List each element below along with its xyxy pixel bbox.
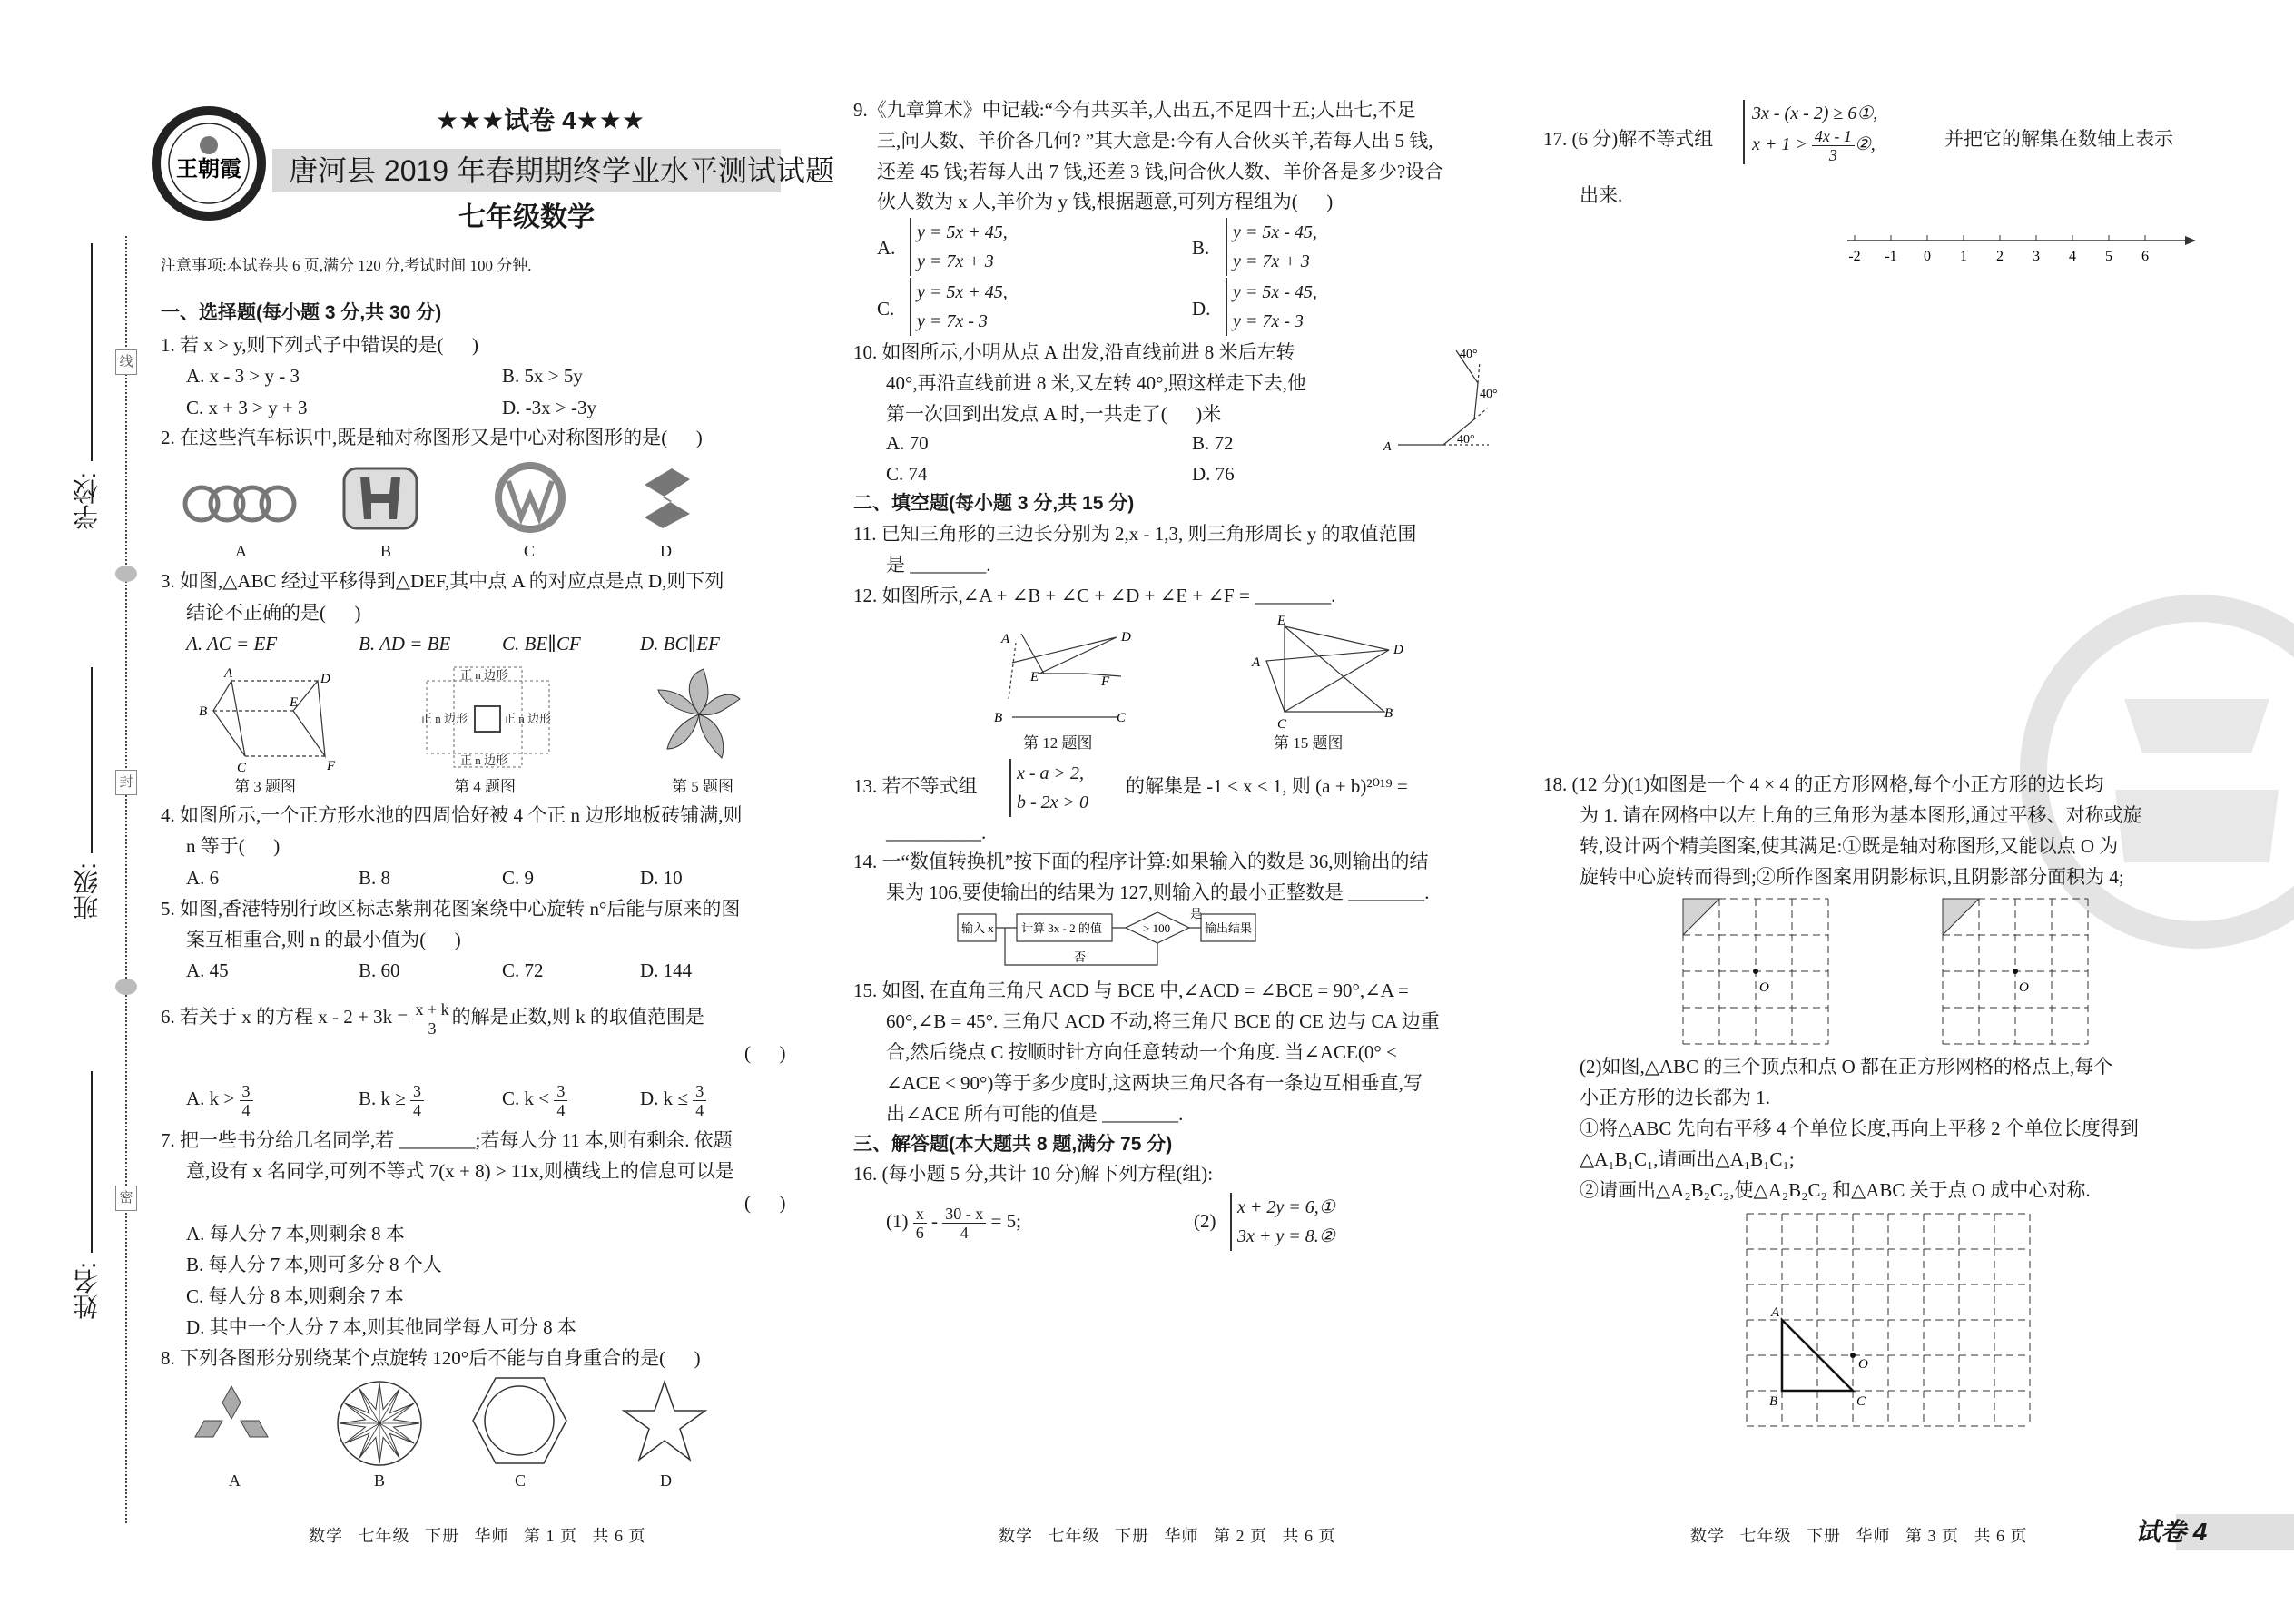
q9-option-a-system: y = 5x + 45, y = 7x + 3 <box>910 218 1008 276</box>
flow-input: 输入 x <box>961 921 994 935</box>
q3-option-c: C. BE∥CF <box>502 633 581 655</box>
svg-text:C: C <box>1277 717 1287 732</box>
suzuki-logo <box>635 467 699 530</box>
q8-label-a: A <box>229 1471 241 1490</box>
shaded-triangle <box>1943 899 1979 935</box>
q13-system: x - a > 2, b - 2x > 0 <box>1009 759 1088 817</box>
flow-calc: 计算 3x - 2 的值 <box>1021 921 1102 935</box>
q3-option-d: D. BC∥EF <box>640 633 720 655</box>
point-label: A <box>1771 1305 1780 1320</box>
footer-page-1: 数学 七年级 下册 华师 第 1 页 共 6 页 <box>309 1527 646 1545</box>
q1-option-d: D. -3x > -3y <box>502 397 596 418</box>
q2-stem: 2. 在这些汽车标识中,既是轴对称图形又是中心对称图形的是( ) <box>161 427 703 448</box>
q9-option-c-label: C. <box>877 298 895 320</box>
q4-figure <box>422 663 558 772</box>
q9-option-b-label: B. <box>1192 237 1210 259</box>
q8-stem: 8. 下列各图形分别绕某个点旋转 120°后不能与自身重合的是( ) <box>161 1347 701 1369</box>
q6-fraction: $\frac{x + k}{3}$ <box>412 1000 451 1038</box>
volkswagen-logo <box>492 459 568 536</box>
center-point <box>1753 969 1758 974</box>
q7-answer-paren: ( ) <box>744 1192 786 1214</box>
q18-part2-line-4: △A₁B₁C₁,请画出△A₁B₁C₁; <box>1580 1148 1795 1170</box>
q7-stem-2: 意,设有 x 名同学,可列不等式 7(x + 8) > 11x,则横线上的信息可以是 <box>186 1160 734 1182</box>
q15-line-5: 出∠ACE 所有可能的值是 ________. <box>886 1103 1184 1125</box>
svg-text:A: A <box>1001 632 1010 646</box>
q8-label-d: D <box>660 1471 672 1490</box>
q3-point-a: A <box>224 666 233 681</box>
q15-caption: 第 15 题图 <box>1274 734 1344 752</box>
q9-line-1: 9.《九章算术》中记载:“今有共买羊,人出五,不足四十五;人出七,不足 <box>853 99 1416 121</box>
q1-option-b: B. 5x > 5y <box>502 365 583 387</box>
q5-stem-2: 案互相重合,则 n 的最小值为( ) <box>186 929 461 950</box>
q6-option-d: D. k ≤ $\frac{3}{4}$ <box>640 1078 706 1119</box>
q10-angle-label: 40° <box>1457 433 1475 447</box>
q6-option-a: A. k > $\frac{3}{4}$ <box>186 1078 253 1119</box>
cut-line <box>124 236 128 1525</box>
q12-caption: 第 12 题图 <box>1023 734 1093 752</box>
shaded-triangle <box>1683 899 1719 935</box>
q9-option-a-label: A. <box>877 237 896 259</box>
q4-tile-label: 正 n 边形 <box>420 712 468 725</box>
q18-line-2: 为 1. 请在网格中以左上角的三角形为基本图形,通过平移、对称或旋 <box>1580 804 2142 826</box>
svg-text:F: F <box>1101 674 1110 689</box>
section-fill: 二、填空题(每小题 3 分,共 15 分) <box>853 493 1135 514</box>
q6-option-b: B. k ≥ $\frac{3}{4}$ <box>359 1078 424 1119</box>
svg-text:D: D <box>1393 643 1403 657</box>
q16-line-1: 16. (每小题 5 分,共计 10 分)解下列方程(组): <box>853 1163 1214 1185</box>
brand-logo <box>150 100 277 227</box>
q12-figure <box>994 626 1148 726</box>
q10-option-b: B. 72 <box>1192 432 1234 454</box>
svg-text:E: E <box>1030 670 1039 684</box>
point-label: C <box>1856 1394 1866 1409</box>
q8-label-b: B <box>374 1471 386 1490</box>
seal-line-char: 线 <box>115 349 137 375</box>
q18-grid-2 <box>1941 897 2095 1051</box>
point-o <box>1850 1353 1856 1358</box>
twelve-point-star-shape <box>334 1378 425 1469</box>
q1-option-a: A. x - 3 > y - 3 <box>186 365 300 387</box>
audi-logo <box>182 481 300 527</box>
notice: 注意事项:本试卷共 6 页,满分 120 分,考试时间 100 分钟. <box>161 257 532 274</box>
q7-option-c: C. 每人分 8 本,则剩余 7 本 <box>186 1285 404 1307</box>
mitsubishi-shape <box>186 1384 277 1457</box>
q10-point-a: A <box>1383 440 1392 454</box>
exam-title: 唐河县 2019 年春期期终学业水平测试试题 <box>289 154 834 187</box>
q2-label-a: A <box>235 542 247 560</box>
q5-bauhinia-figure <box>658 667 740 763</box>
q3-figure <box>199 661 377 775</box>
seal-seal-char: 封 <box>115 770 137 795</box>
seal-secret-char: 密 <box>115 1186 137 1211</box>
q16-part-1: (1) $\frac{x}{6}$ - $\frac{30 - x}{4}$ = 5; <box>886 1204 1021 1242</box>
svg-text:C: C <box>1117 711 1127 725</box>
q3-point-d: D <box>320 672 330 686</box>
q4-option-c: C. 9 <box>502 867 535 889</box>
q15-line-2: 60°,∠B = 45°. 三角尺 ACD 不动,将三角尺 BCE 的 CE 边与 CA 边重 <box>886 1010 1440 1032</box>
q11-line-1: 11. 已知三角形的三边长分别为 2,x - 1,3, 则三角形周长 y 的取值范围 <box>853 523 1417 545</box>
axis-tick-label: 1 <box>1960 249 1967 264</box>
footer-page-2: 数学 七年级 下册 华师 第 2 页 共 6 页 <box>999 1527 1336 1545</box>
svg-text:B: B <box>994 711 1003 725</box>
q5-option-c: C. 72 <box>502 960 544 981</box>
q17-inequality-1: 3x - (x - 2) ≥ 6①, <box>1752 103 1878 123</box>
q9-line-2: 三,问人数、羊价各几何? ”其大意是:今有人合伙买羊,若每人出 5 钱, <box>877 130 1433 152</box>
hexagon-circle-shape <box>472 1375 567 1466</box>
q6-stem <box>161 994 704 1039</box>
point-label: O <box>1858 1357 1868 1372</box>
q4-stem-1: 4. 如图所示,一个正方形水池的四周恰好被 4 个正 n 边形地板砖铺满,则 <box>161 804 743 826</box>
footer-paper-badge: 试卷 4 <box>2135 1518 2208 1546</box>
flow-yes: 是 <box>1190 907 1203 920</box>
q3-stem-1: 3. 如图,△ABC 经过平移得到△DEF,其中点 A 的对应点是点 D,则下列 <box>161 570 724 592</box>
q7-option-b: B. 每人分 7 本,则可多分 8 个人 <box>186 1254 442 1275</box>
q17-inequality-2: x + 1 > $\frac{4x - 1}{3}$ ②, <box>1752 127 1876 164</box>
q2-label-c: C <box>524 542 536 560</box>
q17-pre: 17. (6 分)解不等式组 <box>1543 128 1714 150</box>
center-label: O <box>1759 980 1769 995</box>
q3-option-b: B. AD = BE <box>359 633 451 655</box>
q17-post: 并把它的解集在数轴上表示 <box>1944 128 2173 150</box>
q18-part2-line-1: (2)如图,△ABC 的三个顶点和点 O 都在正方形网格的格点上,每个 <box>1580 1056 2113 1078</box>
q4-option-a: A. 6 <box>186 867 220 889</box>
flow-output: 输出结果 <box>1205 921 1253 935</box>
q10-angle-label: 40° <box>1480 388 1498 401</box>
axis-tick-label: 6 <box>2141 249 2149 264</box>
q2-label-b: B <box>380 542 392 560</box>
q6-option-c: C. k < $\frac{3}{4}$ <box>502 1078 567 1119</box>
q18-part2-line-2: 小正方形的边长都为 1. <box>1580 1087 1770 1108</box>
q11-line-2: 是 ________. <box>886 554 991 576</box>
q5-option-b: B. 60 <box>359 960 400 981</box>
q18-part2-line-5: ②请画出△A₂B₂C₂,使△A₂B₂C₂ 和△ABC 关于点 O 成中心对称. <box>1580 1179 2091 1201</box>
q9-option-d-label: D. <box>1192 298 1211 320</box>
q17-line-2: 出来. <box>1580 184 1623 206</box>
q18-grid-1 <box>1681 897 1836 1051</box>
q5-stem-1: 5. 如图,香港特别行政区标志紫荆花图案绕中心旋转 n°后能与原来的图 <box>161 898 741 920</box>
flow-no: 否 <box>1074 950 1087 964</box>
q7-option-d: D. 其中一个人分 7 本,则其他同学每人可分 8 本 <box>186 1316 576 1338</box>
q5-option-d: D. 144 <box>640 960 693 981</box>
q3-point-f: F <box>327 759 336 773</box>
axis-tick-label: 2 <box>1996 249 2004 264</box>
q15-figure <box>1248 614 1407 732</box>
q12-line-1: 12. 如图所示,∠A + ∠B + ∠C + ∠D + ∠E + ∠F = ________. <box>853 585 1336 606</box>
q9-option-b-system: y = 5x - 45, y = 7x + 3 <box>1226 218 1317 276</box>
q15-line-4: ∠ACE < 90°)等于多少度时,这两块三角尺各有一条边互相垂直,写 <box>886 1072 1423 1094</box>
q10-option-c: C. 74 <box>886 463 928 485</box>
school-label: 学校: <box>73 472 101 530</box>
q18-part2-line-3: ①将△ABC 先向右平移 4 个单位长度,再向上平移 2 个单位长度得到 <box>1580 1117 2139 1139</box>
five-point-star-shape <box>622 1380 708 1462</box>
q4-tile-label: 正 n 边形 <box>460 753 508 767</box>
footer-page-3: 数学 七年级 下册 华师 第 3 页 共 6 页 <box>1690 1527 2028 1545</box>
class-label: 班级: <box>73 862 101 920</box>
margin-emblem-icon <box>114 978 138 996</box>
number-line <box>1847 231 2201 272</box>
paper-badge: ★★★试卷 4★★★ <box>436 106 645 134</box>
q4-tile-label: 正 n 边形 <box>504 712 552 725</box>
q4-caption: 第 4 题图 <box>454 778 516 795</box>
q18-grid-3 <box>1745 1212 2044 1430</box>
section-answer: 三、解答题(本大题共 8 题,满分 75 分) <box>853 1134 1173 1155</box>
q3-point-b: B <box>199 704 208 719</box>
q15-line-1: 15. 如图, 在直角三角尺 ACD 与 BCE 中,∠ACD = ∠BCE = 90°,∠A = <box>853 979 1409 1001</box>
q16-part-2-label: (2) <box>1194 1210 1216 1232</box>
q3-caption: 第 3 题图 <box>234 778 296 795</box>
flow-condition: > 100 <box>1143 921 1171 935</box>
q14-flowchart <box>958 907 1412 983</box>
q4-option-d: D. 10 <box>640 867 683 889</box>
logo-text: 王朝霞 <box>176 158 241 182</box>
q4-tile-label: 正 n 边形 <box>460 668 508 682</box>
q10-option-d: D. 76 <box>1192 463 1235 485</box>
q18-line-4: 旋转中心旋转而得到;②所作图案用阴影标识,且阴影部分面积为 4; <box>1580 866 2124 888</box>
axis-tick-label: 3 <box>2033 249 2040 264</box>
q14-line-2: 果为 106,要使输出的结果为 127,则输入的最小正整数是 ________. <box>886 881 1430 903</box>
q16-part-2-system: x + 2y = 6,① 3x + y = 8.② <box>1230 1193 1335 1251</box>
q18-line-1: 18. (12 分)(1)如图是一个 4 × 4 的正方形网格,每个小正方形的边长均 <box>1543 773 2104 795</box>
q5-caption: 第 5 题图 <box>672 778 733 795</box>
q6-answer-paren: ( ) <box>744 1042 786 1064</box>
axis-tick-label: 4 <box>2069 249 2076 264</box>
center-point <box>2013 969 2018 974</box>
q3-stem-2: 结论不正确的是( ) <box>186 602 361 624</box>
q5-option-a: A. 45 <box>186 960 229 981</box>
axis-tick-label: 0 <box>1924 249 1931 264</box>
section-choice: 一、选择题(每小题 3 分,共 30 分) <box>161 302 442 323</box>
q10-line-1: 10. 如图所示,小明从点 A 出发,沿直线前进 8 米后左转 <box>853 341 1295 363</box>
q7-stem-1: 7. 把一些书分给几名同学,若 ________;若每人分 11 本,则有剩余. 依题 <box>161 1129 733 1151</box>
svg-text:D: D <box>1121 630 1131 645</box>
q9-option-c-system: y = 5x + 45, y = 7x - 3 <box>910 278 1008 336</box>
q10-path-figure <box>1380 343 1507 461</box>
svg-text:A: A <box>1252 655 1261 670</box>
q10-line-3: 第一次回到出发点 A 时,一共走了( )米 <box>886 403 1222 425</box>
margin-emblem-icon <box>114 565 138 583</box>
point-label: B <box>1769 1394 1778 1409</box>
q13-post: 的解集是 -1 < x < 1, 则 (a + b)²⁰¹⁹ = <box>1126 775 1408 797</box>
q13-pre: 13. 若不等式组 <box>853 775 978 797</box>
axis-tick-label: -2 <box>1848 249 1861 264</box>
q1-option-c: C. x + 3 > y + 3 <box>186 397 308 418</box>
q10-option-a: A. 70 <box>886 432 929 454</box>
q18-line-3: 转,设计两个精美图案,使其满足:①既是轴对称图形,又能以点 O 为 <box>1580 835 2119 857</box>
q10-angle-label: 40° <box>1460 348 1478 361</box>
q6-stem-pre: 6. 若关于 x 的方程 x - 2 + 3k = <box>161 1006 413 1028</box>
q3-point-c: C <box>237 761 247 775</box>
svg-text:E: E <box>1277 614 1286 628</box>
q14-line-1: 14. 一“数值转换机”按下面的程序计算:如果输入的数是 36,则输出的结 <box>853 851 1429 872</box>
q17-system <box>1743 100 1877 164</box>
q4-option-b: B. 8 <box>359 867 391 889</box>
q1-stem: 1. 若 x > y,则下列式子中错误的是( ) <box>161 334 478 356</box>
q3-option-a: A. AC = EF <box>186 633 278 655</box>
q2-label-d: D <box>660 542 672 560</box>
subject-title: 七年级数学 <box>458 202 595 232</box>
q13-blank: __________. <box>886 822 987 843</box>
q6-stem-post: 的解是正数,则 k 的取值范围是 <box>451 1006 704 1028</box>
q9-option-d-system: y = 5x - 45, y = 7x - 3 <box>1226 278 1317 336</box>
honda-logo <box>340 465 422 533</box>
q9-line-4: 伙人数为 x 人,羊价为 y 钱,根据题意,可列方程组为( ) <box>877 191 1334 212</box>
q8-label-c: C <box>515 1471 527 1490</box>
axis-tick-label: 5 <box>2105 249 2112 264</box>
axis-tick-label: -1 <box>1885 249 1897 264</box>
q10-line-2: 40°,再沿直线前进 8 米,又左转 40°,照这样走下去,他 <box>886 372 1307 394</box>
center-label: O <box>2019 980 2029 995</box>
q3-point-e: E <box>290 695 299 710</box>
svg-text:B: B <box>1384 706 1393 721</box>
q9-line-3: 还差 45 钱;若每人出 7 钱,还差 3 钱,问合伙人数、羊价各是多少?设合 <box>877 161 1444 182</box>
q15-line-3: 合,然后绕点 C 按顺时针方向任意转动一个角度. 当∠ACE(0° < <box>886 1041 1397 1063</box>
name-label: 姓名: <box>73 1262 101 1320</box>
q7-option-a: A. 每人分 7 本,则剩余 8 本 <box>186 1223 405 1245</box>
q4-stem-2: n 等于( ) <box>186 835 281 857</box>
